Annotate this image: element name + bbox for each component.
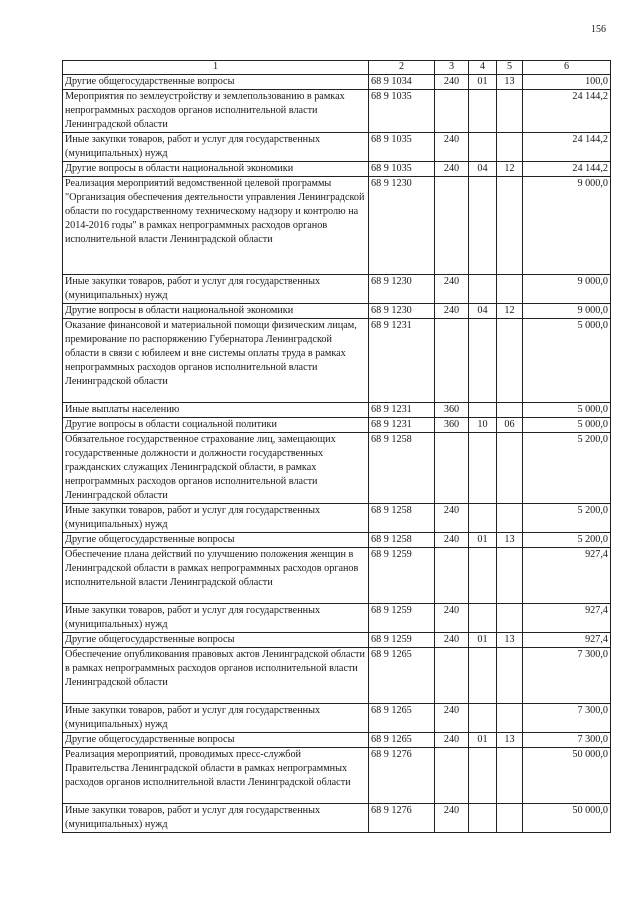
row-code-cell: 68 9 1035 [369,90,435,133]
table-row [63,275,611,304]
budget-table [62,60,611,833]
row-code-cell: 68 9 1230 [369,275,435,304]
header-cell: 5 [497,61,523,75]
row-amount-cell: 927,4 [523,633,611,648]
row-name-cell: Другие вопросы в области социальной политики [63,418,369,433]
row-section-cell [469,133,497,162]
table-row [63,162,611,177]
row-subsection-cell [497,748,523,804]
row-amount-cell: 50 000,0 [523,748,611,804]
row-name-cell: Другие общегосударственные вопросы [63,75,369,90]
header-row [63,61,611,75]
row-section-cell [469,548,497,604]
table-row [63,177,611,275]
row-expense-type-cell [435,548,469,604]
row-section-cell [469,704,497,733]
row-code-cell: 68 9 1231 [369,403,435,418]
table-row [63,90,611,133]
row-expense-type-cell: 240 [435,75,469,90]
table-row [63,304,611,319]
table-row [63,548,611,604]
row-amount-cell: 9 000,0 [523,177,611,275]
row-amount-cell: 100,0 [523,75,611,90]
row-subsection-cell [497,548,523,604]
row-subsection-cell: 12 [497,162,523,177]
row-name-cell: Иные закупки товаров, работ и услуг для государственных (муниципальных) нужд [63,504,369,533]
row-section-cell [469,804,497,833]
row-section-cell: 01 [469,633,497,648]
row-code-cell: 68 9 1265 [369,733,435,748]
table-row [63,75,611,90]
row-name-cell: Обеспечение опубликования правовых актов Ленинградской области в рамках непрограммных расходов органов исполнительной власти Ленинградской области [63,648,369,704]
row-code-cell: 68 9 1265 [369,648,435,704]
table-row [63,604,611,633]
table-row [63,433,611,504]
row-expense-type-cell: 240 [435,162,469,177]
row-expense-type-cell: 240 [435,733,469,748]
row-code-cell: 68 9 1258 [369,504,435,533]
row-subsection-cell: 13 [497,633,523,648]
row-code-cell: 68 9 1258 [369,433,435,504]
row-subsection-cell: 13 [497,75,523,90]
row-expense-type-cell: 240 [435,304,469,319]
row-expense-type-cell [435,433,469,504]
page-number: 156 [591,24,606,35]
row-amount-cell: 5 000,0 [523,319,611,403]
row-amount-cell: 24 144,2 [523,162,611,177]
table-row [63,133,611,162]
table-row [63,648,611,704]
row-section-cell: 10 [469,418,497,433]
row-expense-type-cell: 240 [435,133,469,162]
row-subsection-cell [497,504,523,533]
table-row [63,704,611,733]
row-name-cell: Оказание финансовой и материальной помощи физическим лицам, премирование по распоряжению Губернатора Ленинградской области в связи с юбилеем и вне системы оплаты труда в рамках непрограммных расходов органов исполнительной власти Ленинградской области [63,319,369,403]
row-expense-type-cell: 240 [435,633,469,648]
row-subsection-cell [497,804,523,833]
row-code-cell: 68 9 1231 [369,319,435,403]
table-row [63,319,611,403]
row-expense-type-cell: 240 [435,533,469,548]
row-code-cell: 68 9 1258 [369,533,435,548]
row-subsection-cell [497,403,523,418]
row-amount-cell: 9 000,0 [523,304,611,319]
row-code-cell: 68 9 1259 [369,633,435,648]
row-amount-cell: 5 000,0 [523,418,611,433]
row-expense-type-cell: 240 [435,275,469,304]
row-section-cell [469,433,497,504]
row-section-cell [469,648,497,704]
row-name-cell: Реализация мероприятий ведомственной целевой программы "Организация обеспечения деятельности управления Ленинградской области по государственному техническому надзору и контролю на 2014-2016 годы" в рамках непрограммных расходов органов исполнительной власти Ленинградской области [63,177,369,275]
table-row [63,748,611,804]
row-amount-cell: 7 300,0 [523,648,611,704]
row-subsection-cell [497,648,523,704]
header-cell: 6 [523,61,611,75]
row-code-cell: 68 9 1259 [369,548,435,604]
row-section-cell: 04 [469,304,497,319]
row-amount-cell: 927,4 [523,548,611,604]
row-section-cell: 01 [469,733,497,748]
row-subsection-cell: 13 [497,533,523,548]
row-amount-cell: 927,4 [523,604,611,633]
row-subsection-cell [497,704,523,733]
row-code-cell: 68 9 1034 [369,75,435,90]
row-subsection-cell [497,275,523,304]
header-cell: 2 [369,61,435,75]
row-section-cell [469,90,497,133]
row-name-cell: Реализация мероприятий, проводимых пресс-службой Правительства Ленинградской области в рамках непрограммных расходов органов исполнительной власти Ленинградской области [63,748,369,804]
row-amount-cell: 24 144,2 [523,133,611,162]
row-name-cell: Другие вопросы в области национальной экономики [63,162,369,177]
row-name-cell: Иные закупки товаров, работ и услуг для государственных (муниципальных) нужд [63,804,369,833]
row-subsection-cell: 06 [497,418,523,433]
row-expense-type-cell [435,177,469,275]
header-cell: 4 [469,61,497,75]
row-code-cell: 68 9 1259 [369,604,435,633]
row-expense-type-cell: 360 [435,403,469,418]
row-subsection-cell [497,604,523,633]
row-code-cell: 68 9 1276 [369,804,435,833]
row-name-cell: Иные закупки товаров, работ и услуг для государственных (муниципальных) нужд [63,133,369,162]
row-expense-type-cell [435,748,469,804]
row-subsection-cell [497,319,523,403]
row-amount-cell: 5 200,0 [523,504,611,533]
row-amount-cell: 5 200,0 [523,433,611,504]
row-amount-cell: 7 300,0 [523,704,611,733]
row-expense-type-cell: 240 [435,704,469,733]
table-row [63,733,611,748]
row-expense-type-cell [435,90,469,133]
row-section-cell: 01 [469,533,497,548]
row-subsection-cell [497,433,523,504]
row-amount-cell: 5 000,0 [523,403,611,418]
row-code-cell: 68 9 1230 [369,177,435,275]
row-expense-type-cell: 360 [435,418,469,433]
row-section-cell [469,319,497,403]
row-section-cell: 04 [469,162,497,177]
row-name-cell: Иные закупки товаров, работ и услуг для государственных (муниципальных) нужд [63,704,369,733]
row-expense-type-cell [435,648,469,704]
row-expense-type-cell [435,319,469,403]
row-code-cell: 68 9 1276 [369,748,435,804]
table-row [63,633,611,648]
row-name-cell: Другие общегосударственные вопросы [63,733,369,748]
row-section-cell: 01 [469,75,497,90]
row-name-cell: Мероприятия по землеустройству и землепользованию в рамках непрограммных расходов органов исполнительной власти Ленинградской области [63,90,369,133]
row-code-cell: 68 9 1231 [369,418,435,433]
row-subsection-cell: 12 [497,304,523,319]
row-amount-cell: 9 000,0 [523,275,611,304]
row-amount-cell: 24 144,2 [523,90,611,133]
row-amount-cell: 50 000,0 [523,804,611,833]
row-name-cell: Иные закупки товаров, работ и услуг для государственных (муниципальных) нужд [63,604,369,633]
row-expense-type-cell: 240 [435,604,469,633]
row-code-cell: 68 9 1035 [369,133,435,162]
row-section-cell [469,604,497,633]
table-row [63,403,611,418]
row-amount-cell: 7 300,0 [523,733,611,748]
header-cell: 1 [63,61,369,75]
row-name-cell: Другие вопросы в области национальной экономики [63,304,369,319]
row-subsection-cell: 13 [497,733,523,748]
table-row [63,418,611,433]
row-code-cell: 68 9 1035 [369,162,435,177]
row-subsection-cell [497,133,523,162]
row-code-cell: 68 9 1230 [369,304,435,319]
row-section-cell [469,748,497,804]
row-expense-type-cell: 240 [435,804,469,833]
row-subsection-cell [497,177,523,275]
row-expense-type-cell: 240 [435,504,469,533]
row-name-cell: Другие общегосударственные вопросы [63,533,369,548]
row-section-cell [469,403,497,418]
row-name-cell: Иные выплаты населению [63,403,369,418]
row-name-cell: Другие общегосударственные вопросы [63,633,369,648]
row-section-cell [469,177,497,275]
header-cell: 3 [435,61,469,75]
row-section-cell [469,504,497,533]
row-code-cell: 68 9 1265 [369,704,435,733]
table-row [63,533,611,548]
table-row [63,804,611,833]
row-name-cell: Обязательное государственное страхование лиц, замещающих государственные должности и должности государственных гражданских служащих Ленинградской области, в рамках непрограммных расходов органов исполнительной власти Ленинградской области [63,433,369,504]
row-subsection-cell [497,90,523,133]
row-name-cell: Обеспечение плана действий по улучшению положения женщин в Ленинградской области в рамках непрограммных расходов органов исполнительной власти Ленинградской области [63,548,369,604]
row-name-cell: Иные закупки товаров, работ и услуг для государственных (муниципальных) нужд [63,275,369,304]
row-amount-cell: 5 200,0 [523,533,611,548]
table-row [63,504,611,533]
row-section-cell [469,275,497,304]
